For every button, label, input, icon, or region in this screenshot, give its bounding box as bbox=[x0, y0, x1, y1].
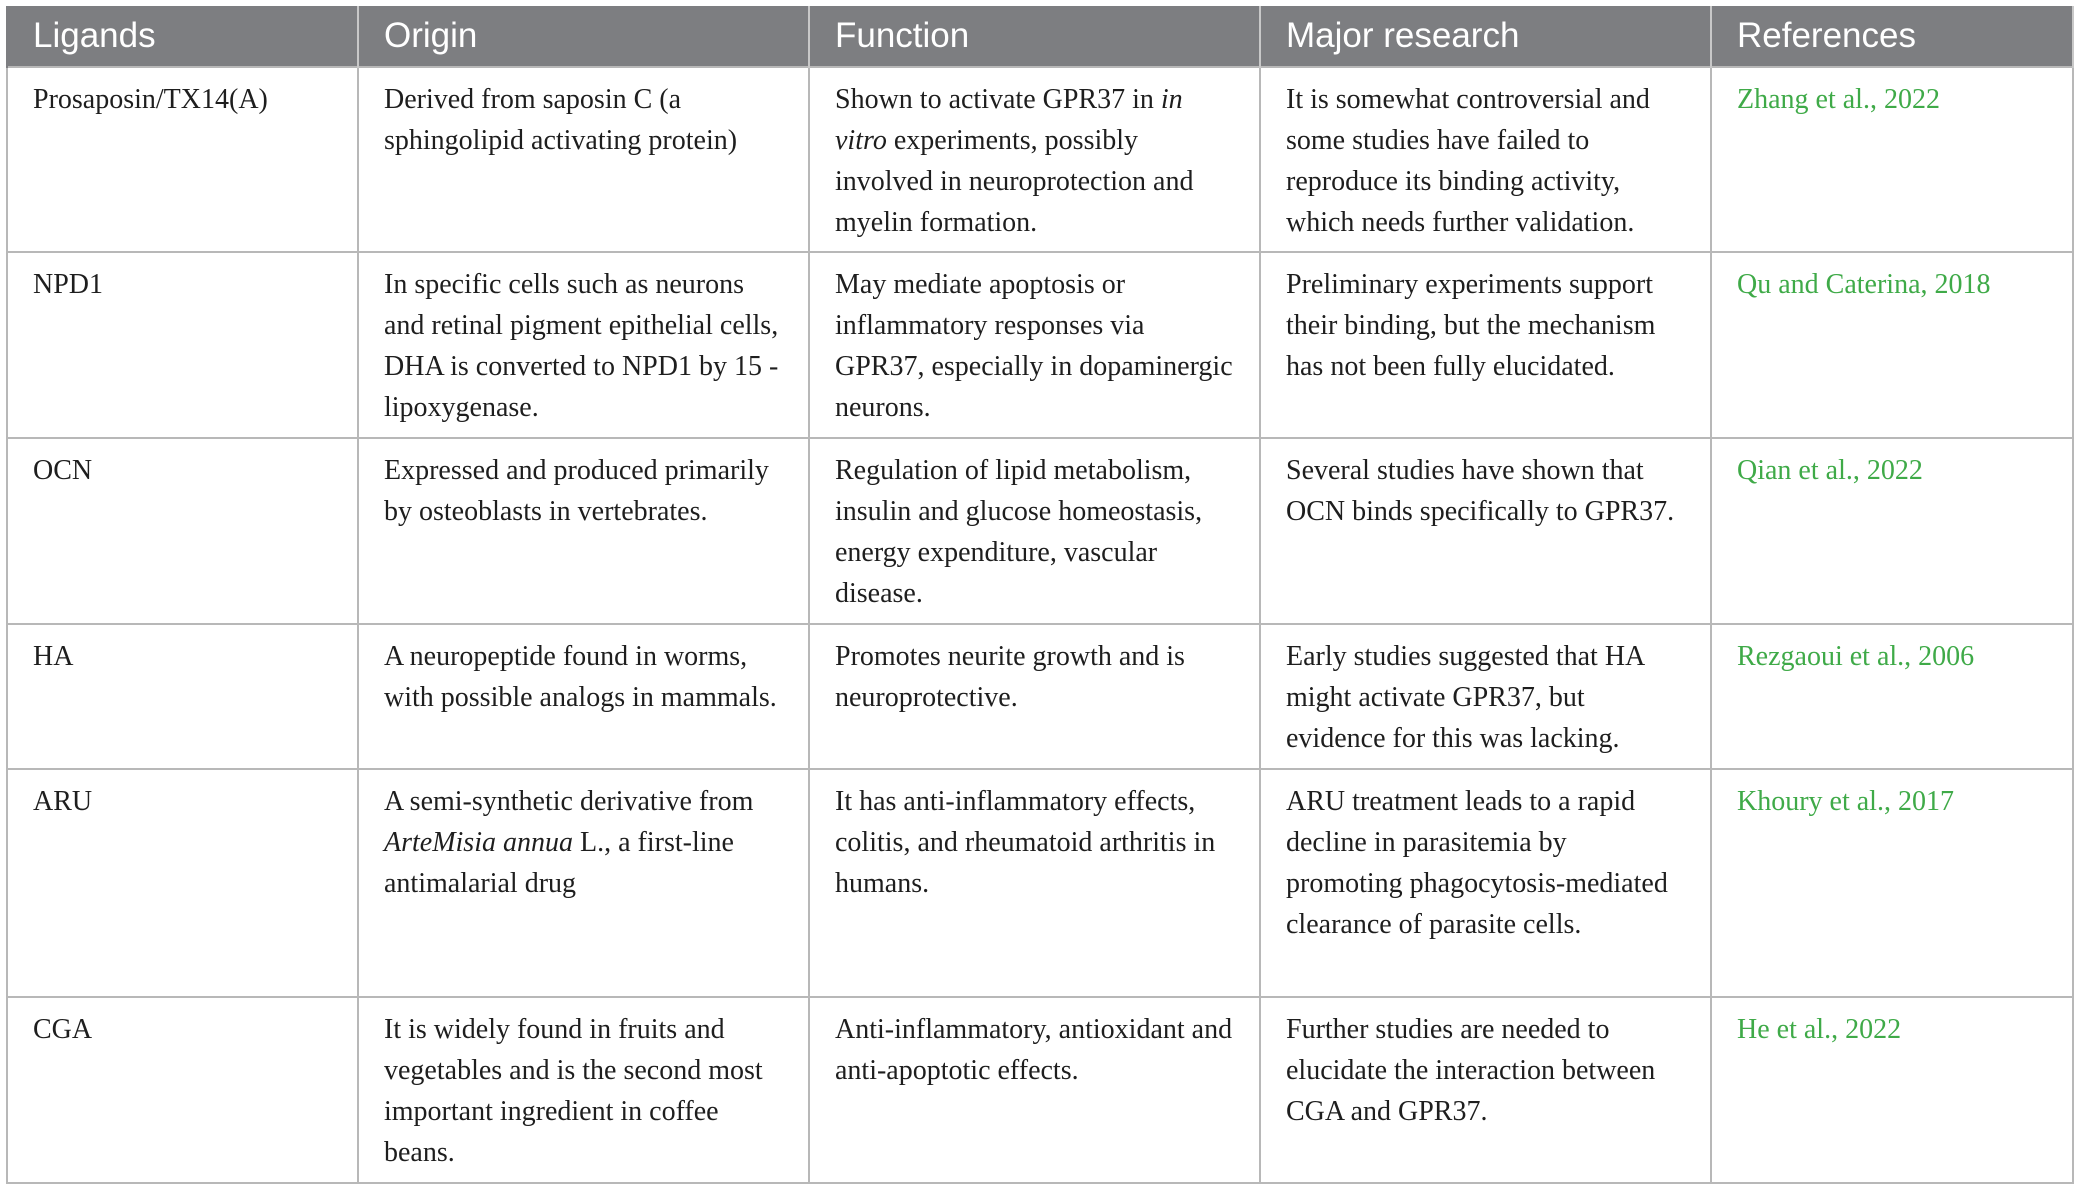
header-ligands: Ligands bbox=[7, 6, 358, 67]
research-cell: Several studies have shown that OCN binds specifically to GPR37. bbox=[1260, 438, 1711, 624]
ligands-table bbox=[6, 6, 2074, 1184]
function-cell: Anti-inflammatory, antioxidant and anti-apoptotic effects. bbox=[809, 997, 1260, 1183]
ligand-cell: OCN bbox=[7, 438, 358, 624]
origin-cell: In specific cells such as neurons and retinal pigment epithelial cells, DHA is converted to NPD1 by 15 - lipoxygenase. bbox=[358, 252, 809, 438]
origin-text: L., a first-line antimalarial drug bbox=[384, 827, 734, 899]
function-text: experiments, possibly involved in neuroprotection and myelin formation. bbox=[835, 125, 1194, 238]
reference-link[interactable]: Qian et al., 2022 bbox=[1711, 438, 2073, 624]
origin-italic-text: ArteMisia annua bbox=[384, 827, 573, 858]
table-row bbox=[7, 252, 2073, 438]
table-row bbox=[7, 769, 2073, 997]
origin-cell: A neuropeptide found in worms, with possible analogs in mammals. bbox=[358, 624, 809, 769]
header-row bbox=[7, 6, 2073, 67]
table-row bbox=[7, 997, 2073, 1183]
research-cell: Preliminary experiments support their binding, but the mechanism has not been fully elucidated. bbox=[1260, 252, 1711, 438]
function-cell bbox=[809, 67, 1260, 252]
table-row bbox=[7, 67, 2073, 252]
origin-cell bbox=[358, 769, 809, 997]
research-cell: Early studies suggested that HA might activate GPR37, but evidence for this was lacking. bbox=[1260, 624, 1711, 769]
reference-link[interactable]: Khoury et al., 2017 bbox=[1711, 769, 2073, 997]
reference-link[interactable]: Rezgaoui et al., 2006 bbox=[1711, 624, 2073, 769]
table-row bbox=[7, 624, 2073, 769]
header-origin: Origin bbox=[358, 6, 809, 67]
function-cell: May mediate apoptosis or inflammatory responses via GPR37, especially in dopaminergic neurons. bbox=[809, 252, 1260, 438]
function-cell: Promotes neurite growth and is neuroprotective. bbox=[809, 624, 1260, 769]
function-italic-text: in vitro bbox=[835, 84, 1183, 156]
research-cell: It is somewhat controversial and some studies have failed to reproduce its binding activity, which needs further validation. bbox=[1260, 67, 1711, 252]
header-function: Function bbox=[809, 6, 1260, 67]
function-cell: Regulation of lipid metabolism, insulin and glucose homeostasis, energy expenditure, vascular disease. bbox=[809, 438, 1260, 624]
reference-link[interactable]: Qu and Caterina, 2018 bbox=[1711, 252, 2073, 438]
ligand-cell: CGA bbox=[7, 997, 358, 1183]
function-text: Shown to activate GPR37 in bbox=[835, 84, 1161, 115]
origin-cell: Derived from saposin C (a sphingolipid activating protein) bbox=[358, 67, 809, 252]
header-major-research: Major research bbox=[1260, 6, 1711, 67]
ligand-cell: Prosaposin/TX14(A) bbox=[7, 67, 358, 252]
reference-link[interactable]: Zhang et al., 2022 bbox=[1711, 67, 2073, 252]
reference-link[interactable]: He et al., 2022 bbox=[1711, 997, 2073, 1183]
function-cell: It has anti-inflammatory effects, colitis, and rheumatoid arthritis in humans. bbox=[809, 769, 1260, 997]
ligand-cell: NPD1 bbox=[7, 252, 358, 438]
origin-text: A semi-synthetic derivative from bbox=[384, 786, 754, 817]
origin-cell: It is widely found in fruits and vegetables and is the second most important ingredient in coffee beans. bbox=[358, 997, 809, 1183]
header-references: References bbox=[1711, 6, 2073, 67]
ligand-cell: HA bbox=[7, 624, 358, 769]
research-cell: Further studies are needed to elucidate the interaction between CGA and GPR37. bbox=[1260, 997, 1711, 1183]
origin-cell: Expressed and produced primarily by osteoblasts in vertebrates. bbox=[358, 438, 809, 624]
research-cell: ARU treatment leads to a rapid decline in parasitemia by promoting phagocytosis-mediated clearance of parasite cells. bbox=[1260, 769, 1711, 997]
ligands-table-container bbox=[6, 6, 2072, 1184]
ligand-cell: ARU bbox=[7, 769, 358, 997]
table-row bbox=[7, 438, 2073, 624]
